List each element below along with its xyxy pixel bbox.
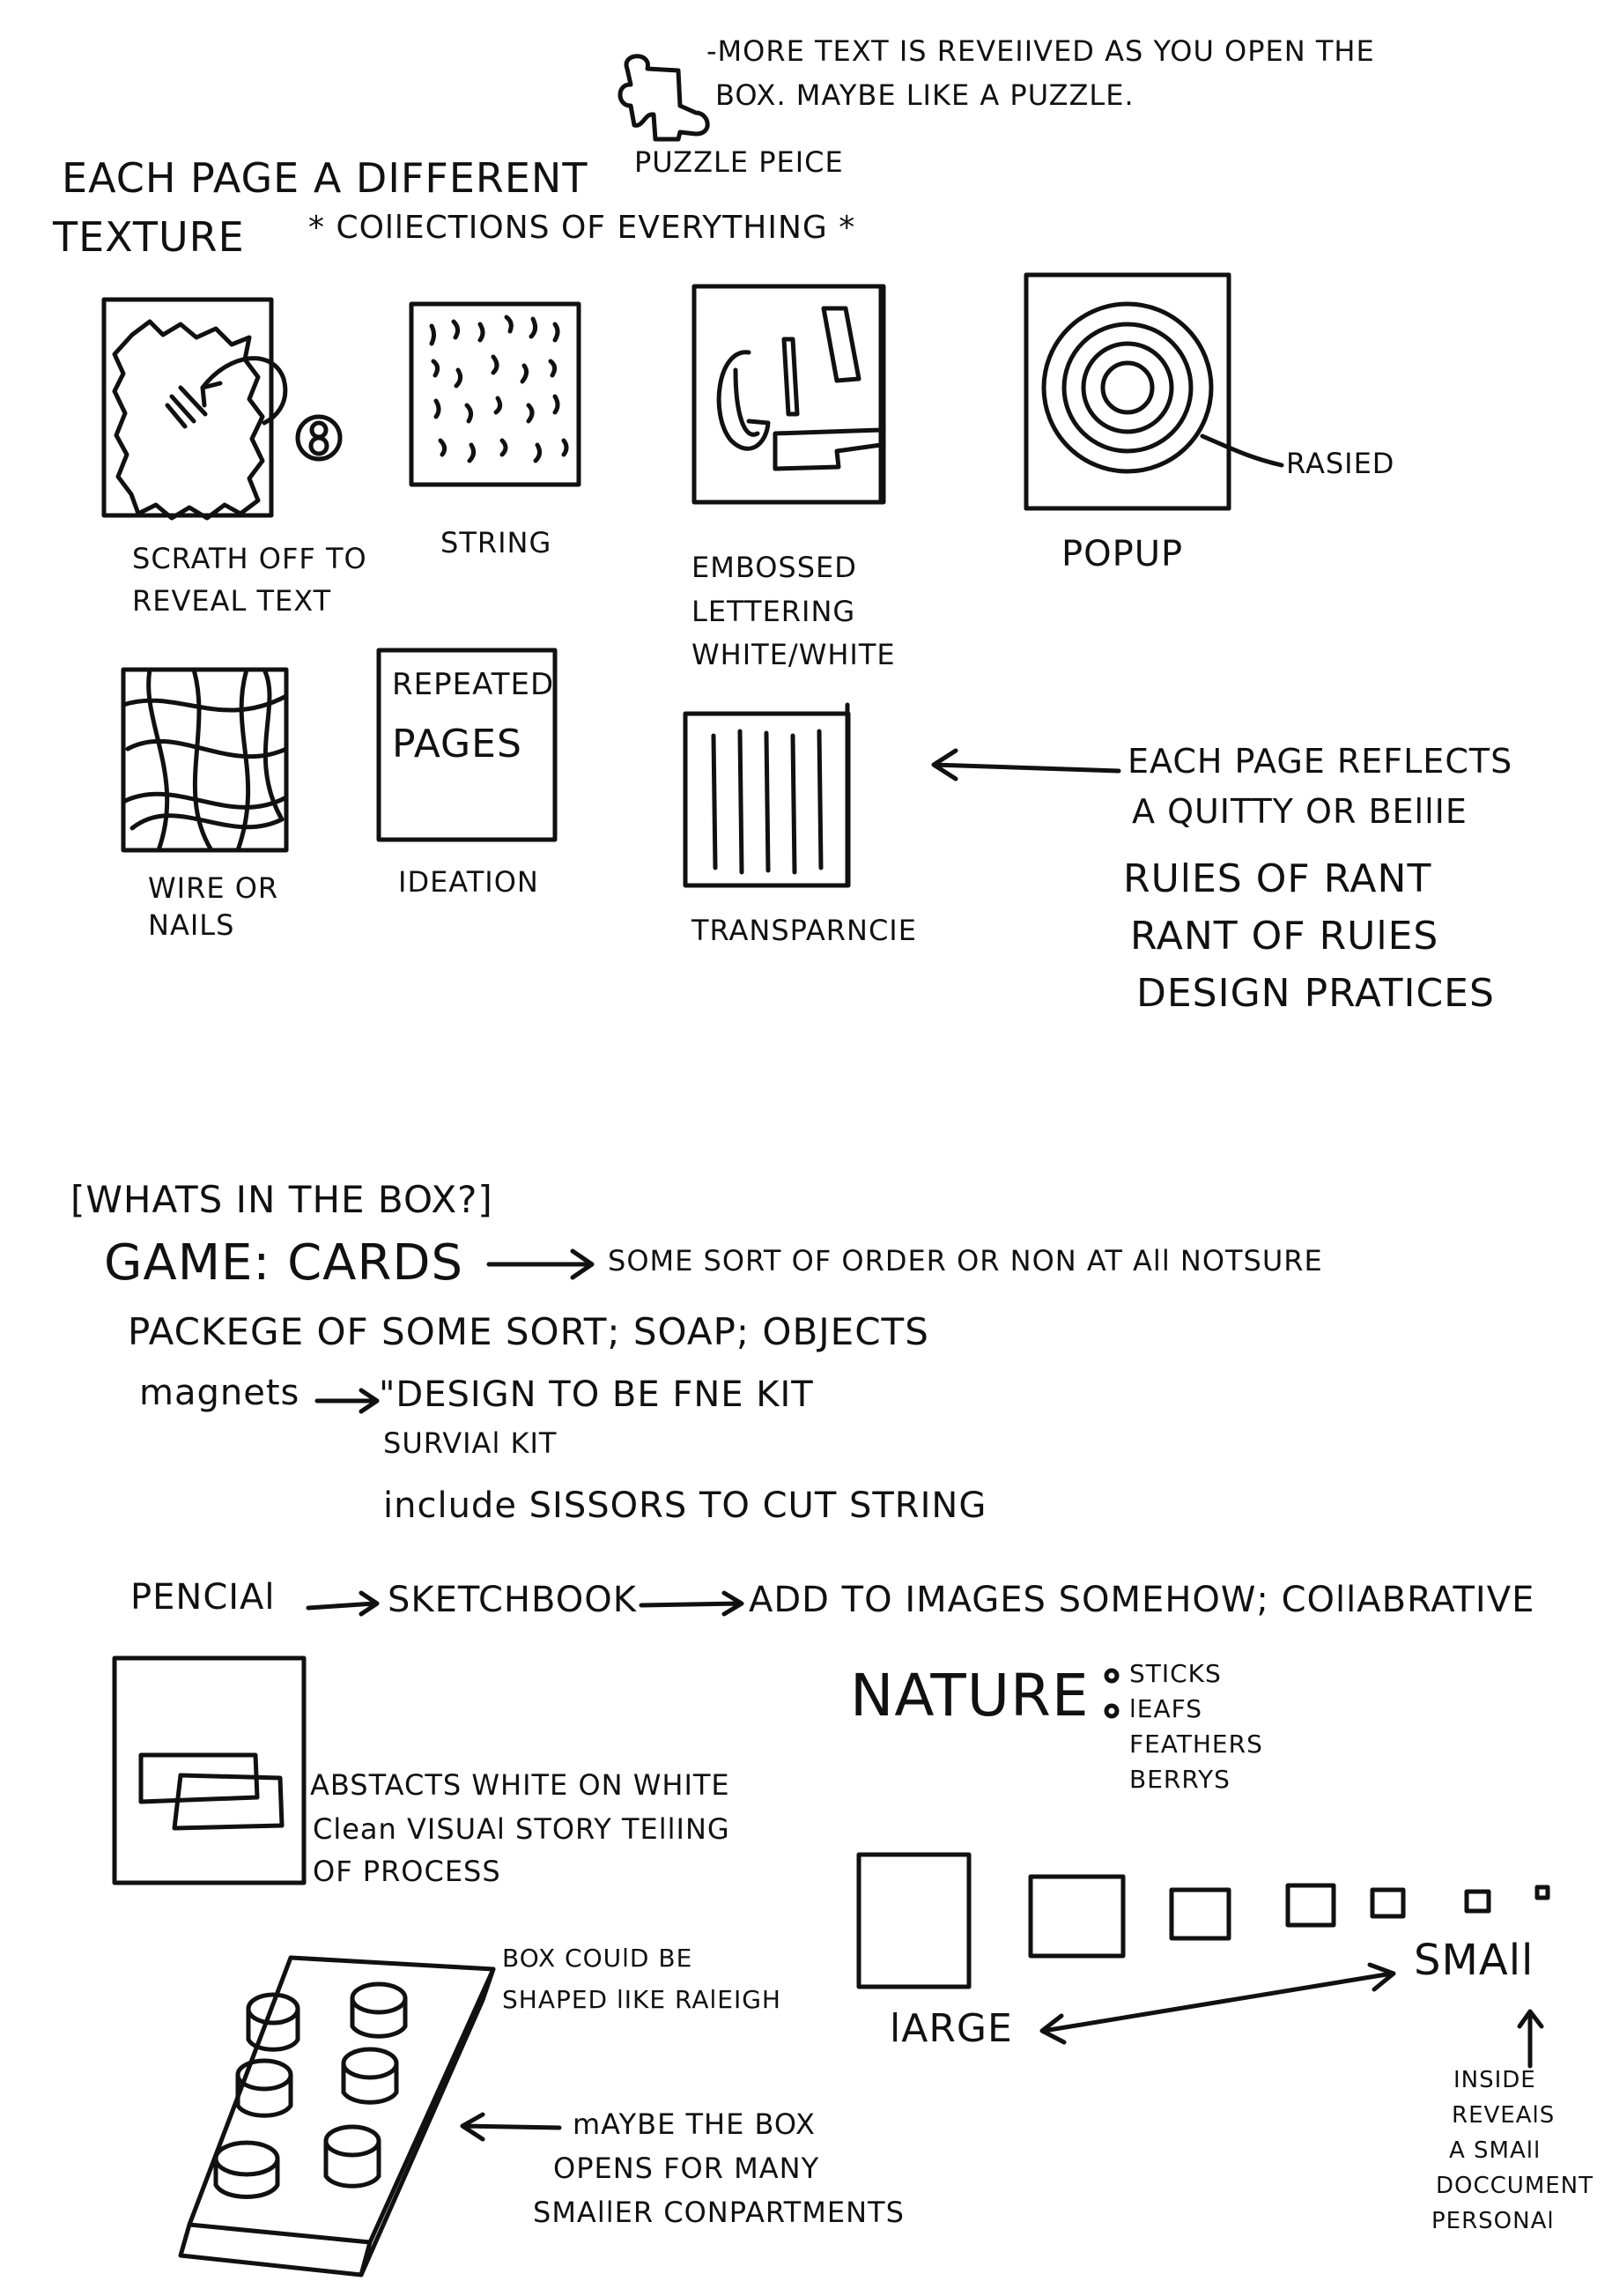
embossed-sketch (694, 286, 884, 502)
collections-note: * COllECTIONS OF EVERYTHING * (308, 210, 856, 246)
texture-note-line3: RUlES OF RANT (1123, 856, 1432, 901)
nature-item-leafs: lEAFS (1129, 1694, 1203, 1723)
texture-label-ideation: IDEATION (398, 865, 539, 899)
heading-line1: EACH PAGE A DIFFERENT (62, 154, 588, 202)
size-small-label: SMAll (1414, 1936, 1534, 1985)
puzzle-note-line2: BOX. MAYBE LIKE A PUZZLE. (715, 78, 1135, 112)
texture-label-string: STRING (440, 526, 552, 559)
popup-annotation: RASIED (1286, 447, 1395, 480)
size-large-label: lARGE (890, 2006, 1013, 2051)
include-scissors: include SISSORS TO CUT STRING (383, 1485, 987, 1526)
compartments-line2: OPENS FOR MANY (553, 2152, 820, 2185)
abstracts-sketch (115, 1658, 304, 1883)
popup-sketch (1026, 275, 1282, 508)
compartment-box-sketch (181, 1958, 493, 2275)
puzzle-piece-caption: PUZZLE PEICE (634, 145, 844, 179)
abstracts-note-line2: Clean VISUAl STORY TEllING (313, 1812, 730, 1846)
nature-title: NATURE (850, 1662, 1090, 1729)
add-images: ADD TO IMAGES SOMEHOW; COllABRATIVE (749, 1580, 1535, 1620)
scratch-off-sketch (104, 300, 340, 518)
inside-note-line1: INSIDE (1453, 2067, 1536, 2093)
ideation-inner-line1: REPEATED (392, 667, 555, 702)
box-section-title: [WHATS IN THE BOX?] (70, 1178, 493, 1221)
wire-nails-sketch (123, 670, 286, 850)
compartments-line3: SMAllER CONPARTMENTS (533, 2196, 905, 2229)
texture-note-line1: EACH PAGE REFLECTS (1128, 742, 1513, 781)
texture-label-wire: WIRE OR NAILS (148, 871, 279, 942)
puzzle-piece-icon (620, 56, 707, 139)
texture-note-line5: DESIGN PRATICES (1136, 971, 1495, 1016)
order-note: SOME SORT OF ORDER OR NON AT All NOTSURE (608, 1244, 1323, 1278)
heading-line2: TEXTURE (53, 213, 245, 261)
design-kit: "DESIGN TO BE FNE KIT (379, 1374, 814, 1415)
string-sketch (411, 304, 579, 485)
texture-label-scratch: SCRATH OFF TO REVEAL TEXT (132, 542, 367, 618)
abstracts-note-line1: ABSTACTS WHITE ON WHITE (310, 1768, 730, 1802)
box-shape-line2: SHAPED lIKE RAlEIGH (502, 1985, 781, 2014)
texture-note-line4: RANT OF RUlES (1130, 914, 1439, 959)
abstracts-note-line3: OF PROCESS (313, 1855, 501, 1888)
compartments-line1: mAYBE THE BOX (573, 2107, 816, 2141)
texture-note-line2: A QUITTY OR BEllIE (1132, 792, 1468, 831)
puzzle-note-line1: -MORE TEXT IS REVEIIVED AS YOU OPEN THE (706, 34, 1375, 68)
sketchbook: SKETCHBOOK (388, 1580, 637, 1620)
inside-note-line5: PERSONAl (1431, 2208, 1555, 2234)
texture-label-embossed: EMBOSSED LETTERING WHITE/WHITE (691, 551, 896, 672)
box-shape-line1: BOX COUlD BE (502, 1944, 693, 1973)
ideation-inner-line2: PAGES (392, 722, 522, 767)
survival-kit: SURVIAl KIT (383, 1426, 558, 1460)
inside-note-line4: DOCCUMENT (1436, 2173, 1594, 2199)
inside-note-line3: A SMAll (1449, 2137, 1542, 2164)
transparency-sketch (685, 705, 848, 885)
nature-item-feathers: FEATHERS (1129, 1729, 1263, 1759)
package-line: PACKEGE OF SOME SORT; SOAP; OBJECTS (128, 1310, 929, 1353)
nature-item-sticks: STICKS (1129, 1659, 1222, 1688)
texture-label-transparency: TRANSPARNCIE (691, 914, 917, 947)
pencil: PENCIAl (130, 1577, 276, 1618)
game-cards: GAME: CARDS (104, 1234, 464, 1292)
texture-label-popup: POPUP (1061, 534, 1184, 574)
inside-note-line2: REVEAlS (1452, 2102, 1556, 2129)
nature-item-berrys: BERRYS (1129, 1765, 1231, 1794)
magnets: magnets (139, 1373, 300, 1413)
